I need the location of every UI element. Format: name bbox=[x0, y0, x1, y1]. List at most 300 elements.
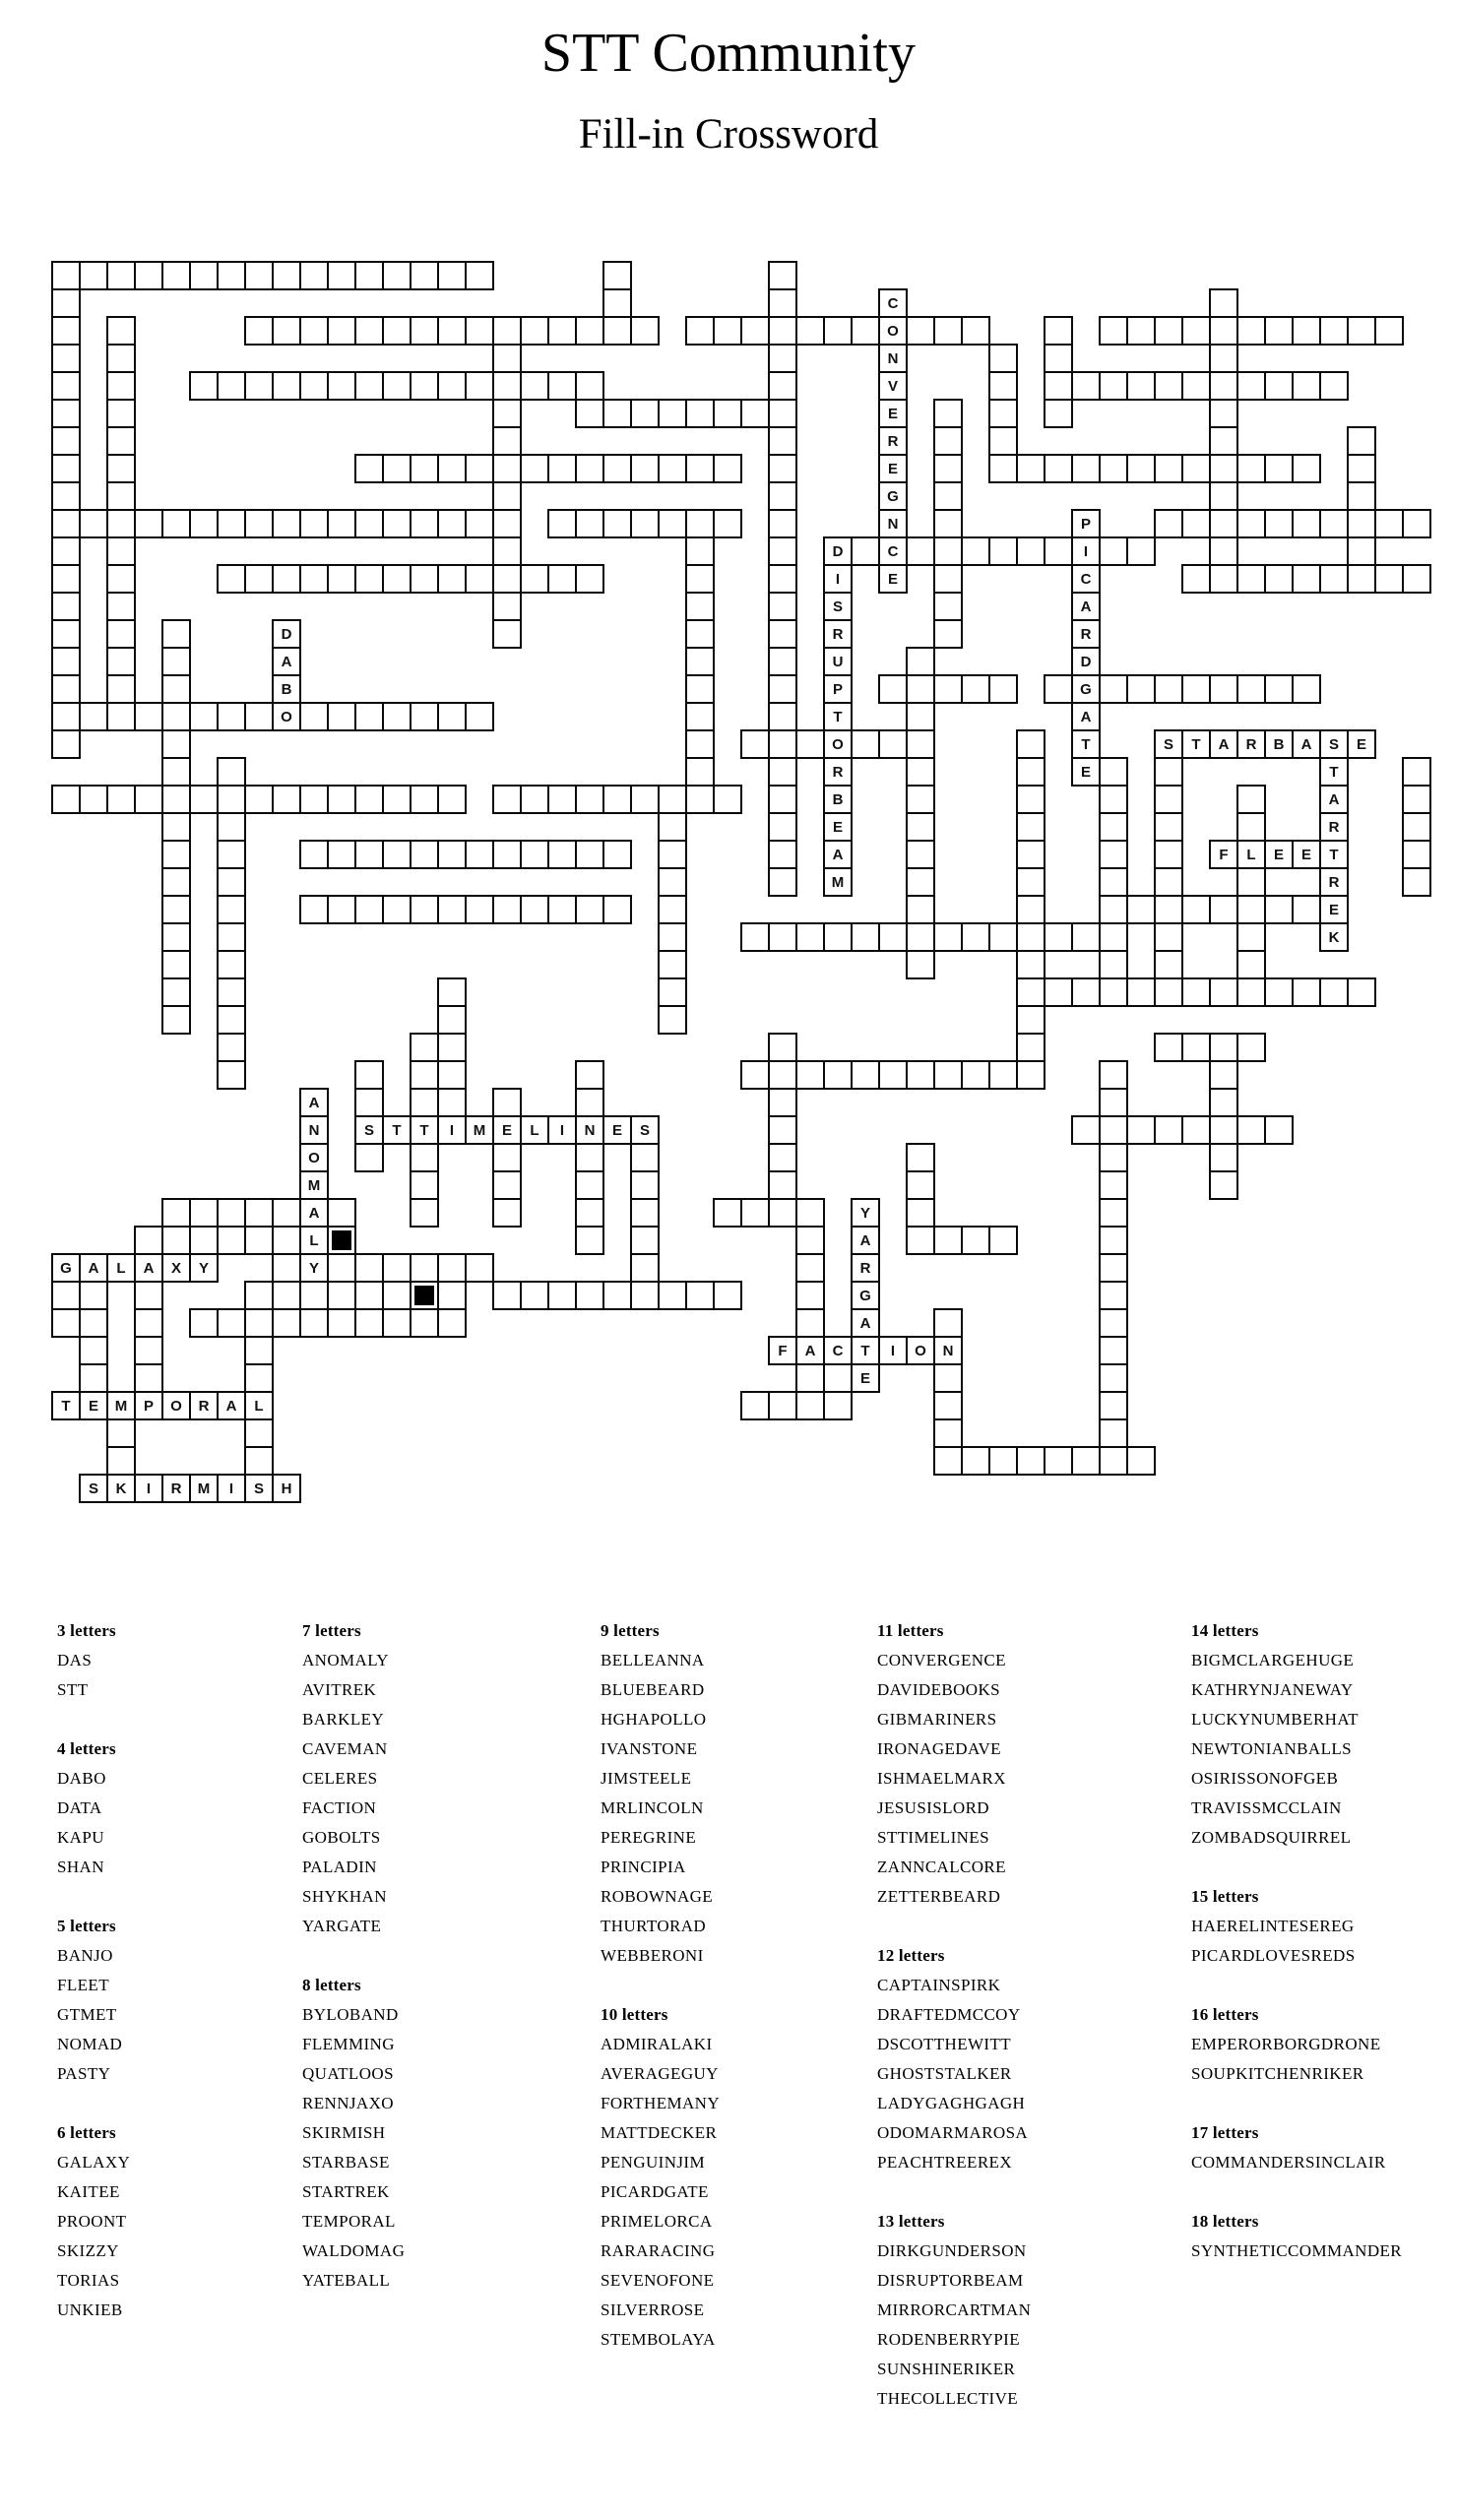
grid-letter-cell[interactable]: A bbox=[795, 1336, 825, 1365]
grid-cell[interactable] bbox=[768, 1088, 797, 1117]
grid-cell[interactable] bbox=[1319, 371, 1349, 401]
grid-cell[interactable] bbox=[906, 702, 935, 731]
grid-cell[interactable] bbox=[244, 1198, 274, 1228]
grid-cell[interactable] bbox=[1099, 1418, 1128, 1448]
grid-cell[interactable] bbox=[1099, 1281, 1128, 1310]
grid-letter-cell[interactable]: A bbox=[823, 840, 853, 869]
grid-cell[interactable] bbox=[465, 371, 494, 401]
grid-cell[interactable] bbox=[492, 1170, 522, 1200]
grid-cell[interactable] bbox=[410, 454, 439, 483]
grid-cell[interactable] bbox=[1374, 316, 1404, 346]
grid-letter-cell[interactable]: S bbox=[79, 1474, 108, 1503]
grid-cell[interactable] bbox=[1236, 509, 1266, 538]
grid-cell[interactable] bbox=[51, 702, 81, 731]
grid-cell[interactable] bbox=[795, 316, 825, 346]
grid-letter-cell[interactable]: I bbox=[547, 1115, 577, 1145]
grid-cell[interactable] bbox=[658, 1281, 687, 1310]
grid-letter-cell[interactable]: T bbox=[382, 1115, 412, 1145]
grid-cell[interactable] bbox=[795, 1060, 825, 1090]
grid-cell[interactable] bbox=[1099, 1226, 1128, 1255]
grid-cell[interactable] bbox=[217, 1226, 246, 1255]
grid-cell[interactable] bbox=[354, 1143, 384, 1172]
grid-cell[interactable] bbox=[1209, 1088, 1238, 1117]
grid-cell[interactable] bbox=[658, 509, 687, 538]
grid-letter-cell[interactable]: H bbox=[272, 1474, 301, 1503]
grid-cell[interactable] bbox=[685, 592, 715, 621]
grid-cell[interactable] bbox=[492, 619, 522, 649]
grid-cell[interactable] bbox=[1264, 1115, 1294, 1145]
grid-cell[interactable] bbox=[602, 509, 632, 538]
grid-cell[interactable] bbox=[575, 785, 604, 814]
grid-cell[interactable] bbox=[244, 1308, 274, 1338]
grid-cell[interactable] bbox=[1126, 1115, 1156, 1145]
grid-letter-cell[interactable]: E bbox=[823, 812, 853, 842]
grid-cell[interactable] bbox=[354, 702, 384, 731]
grid-cell[interactable] bbox=[906, 729, 935, 759]
grid-cell[interactable] bbox=[51, 261, 81, 290]
grid-cell[interactable] bbox=[1181, 454, 1211, 483]
grid-cell[interactable] bbox=[1126, 371, 1156, 401]
grid-cell[interactable] bbox=[1209, 316, 1238, 346]
grid-cell[interactable] bbox=[630, 785, 660, 814]
grid-cell[interactable] bbox=[933, 1226, 963, 1255]
grid-letter-cell[interactable]: R bbox=[189, 1391, 219, 1420]
grid-cell[interactable] bbox=[327, 785, 356, 814]
grid-cell[interactable] bbox=[988, 1446, 1018, 1476]
grid-cell[interactable] bbox=[768, 426, 797, 456]
grid-cell[interactable] bbox=[575, 1060, 604, 1090]
grid-letter-cell[interactable]: A bbox=[1071, 592, 1101, 621]
grid-letter-cell[interactable]: N bbox=[933, 1336, 963, 1365]
grid-cell[interactable] bbox=[1071, 977, 1101, 1007]
grid-letter-cell[interactable]: B bbox=[823, 785, 853, 814]
grid-cell[interactable] bbox=[106, 1418, 136, 1448]
grid-cell[interactable] bbox=[1209, 426, 1238, 456]
grid-cell[interactable] bbox=[1236, 867, 1266, 897]
grid-letter-cell[interactable]: A bbox=[1319, 785, 1349, 814]
grid-cell[interactable] bbox=[520, 454, 549, 483]
grid-letter-cell[interactable]: Y bbox=[189, 1253, 219, 1283]
grid-cell[interactable] bbox=[437, 564, 467, 594]
grid-cell[interactable] bbox=[79, 1308, 108, 1338]
grid-cell[interactable] bbox=[1236, 316, 1266, 346]
grid-cell[interactable] bbox=[437, 1253, 467, 1283]
grid-letter-cell[interactable]: S bbox=[1319, 729, 1349, 759]
grid-cell[interactable] bbox=[161, 1226, 191, 1255]
grid-cell[interactable] bbox=[106, 399, 136, 428]
grid-cell[interactable] bbox=[768, 509, 797, 538]
grid-cell[interactable] bbox=[161, 950, 191, 979]
grid-cell[interactable] bbox=[575, 399, 604, 428]
grid-cell[interactable] bbox=[933, 1418, 963, 1448]
grid-cell[interactable] bbox=[465, 895, 494, 924]
grid-cell[interactable] bbox=[933, 1308, 963, 1338]
grid-letter-cell[interactable]: X bbox=[161, 1253, 191, 1283]
grid-cell[interactable] bbox=[961, 316, 990, 346]
grid-cell[interactable] bbox=[1099, 812, 1128, 842]
grid-cell[interactable] bbox=[1099, 867, 1128, 897]
grid-cell[interactable] bbox=[382, 895, 412, 924]
grid-cell[interactable] bbox=[161, 757, 191, 787]
grid-letter-cell[interactable]: G bbox=[851, 1281, 880, 1310]
grid-cell[interactable] bbox=[161, 261, 191, 290]
grid-cell[interactable] bbox=[272, 316, 301, 346]
grid-cell[interactable] bbox=[161, 812, 191, 842]
grid-cell[interactable] bbox=[768, 757, 797, 787]
grid-cell[interactable] bbox=[189, 1198, 219, 1228]
grid-cell[interactable] bbox=[1181, 564, 1211, 594]
grid-cell[interactable] bbox=[217, 1308, 246, 1338]
grid-cell[interactable] bbox=[1099, 757, 1128, 787]
grid-letter-cell[interactable]: F bbox=[1209, 840, 1238, 869]
grid-cell[interactable] bbox=[1209, 895, 1238, 924]
grid-cell[interactable] bbox=[244, 371, 274, 401]
grid-cell[interactable] bbox=[988, 371, 1018, 401]
grid-cell[interactable] bbox=[547, 564, 577, 594]
grid-cell[interactable] bbox=[217, 977, 246, 1007]
grid-cell[interactable] bbox=[1016, 1005, 1045, 1035]
grid-letter-cell[interactable]: S bbox=[1154, 729, 1183, 759]
grid-cell[interactable] bbox=[327, 261, 356, 290]
grid-cell[interactable] bbox=[768, 1060, 797, 1090]
grid-cell[interactable] bbox=[1264, 454, 1294, 483]
grid-cell[interactable] bbox=[906, 867, 935, 897]
grid-cell[interactable] bbox=[492, 509, 522, 538]
grid-cell[interactable] bbox=[106, 702, 136, 731]
grid-cell[interactable] bbox=[354, 1281, 384, 1310]
grid-cell[interactable] bbox=[1402, 564, 1431, 594]
grid-cell[interactable] bbox=[1099, 922, 1128, 952]
grid-cell[interactable] bbox=[768, 1033, 797, 1062]
grid-cell[interactable] bbox=[299, 840, 329, 869]
grid-cell[interactable] bbox=[51, 647, 81, 676]
grid-cell[interactable] bbox=[134, 509, 163, 538]
grid-cell[interactable] bbox=[244, 1363, 274, 1393]
grid-letter-cell[interactable]: K bbox=[1319, 922, 1349, 952]
grid-letter-cell[interactable]: P bbox=[134, 1391, 163, 1420]
grid-letter-cell[interactable]: E bbox=[79, 1391, 108, 1420]
grid-letter-cell[interactable]: A bbox=[272, 647, 301, 676]
grid-letter-cell[interactable]: T bbox=[823, 702, 853, 731]
grid-letter-cell[interactable]: Y bbox=[299, 1253, 329, 1283]
grid-letter-cell[interactable]: R bbox=[1236, 729, 1266, 759]
grid-cell[interactable] bbox=[1181, 1033, 1211, 1062]
grid-letter-cell[interactable]: S bbox=[630, 1115, 660, 1145]
grid-letter-cell[interactable]: C bbox=[878, 536, 908, 566]
grid-cell[interactable] bbox=[410, 1308, 439, 1338]
grid-cell[interactable] bbox=[658, 895, 687, 924]
grid-cell[interactable] bbox=[161, 785, 191, 814]
grid-cell[interactable] bbox=[465, 1253, 494, 1283]
grid-cell[interactable] bbox=[1292, 316, 1321, 346]
grid-cell[interactable] bbox=[1016, 1060, 1045, 1090]
grid-cell[interactable] bbox=[1044, 371, 1073, 401]
grid-cell[interactable] bbox=[1099, 536, 1128, 566]
grid-cell[interactable] bbox=[1209, 371, 1238, 401]
grid-cell[interactable] bbox=[189, 1308, 219, 1338]
grid-cell[interactable] bbox=[961, 1060, 990, 1090]
grid-cell[interactable] bbox=[906, 757, 935, 787]
grid-cell[interactable] bbox=[906, 785, 935, 814]
grid-cell[interactable] bbox=[437, 1005, 467, 1035]
grid-letter-cell[interactable]: S bbox=[823, 592, 853, 621]
grid-cell[interactable] bbox=[217, 564, 246, 594]
grid-cell[interactable] bbox=[1181, 1115, 1211, 1145]
grid-letter-cell[interactable]: N bbox=[878, 509, 908, 538]
grid-cell[interactable] bbox=[630, 1226, 660, 1255]
grid-letter-cell[interactable]: L bbox=[299, 1226, 329, 1255]
grid-cell[interactable] bbox=[906, 674, 935, 704]
grid-cell[interactable] bbox=[1374, 564, 1404, 594]
grid-cell[interactable] bbox=[106, 674, 136, 704]
grid-cell[interactable] bbox=[492, 399, 522, 428]
grid-cell[interactable] bbox=[1347, 509, 1376, 538]
grid-cell[interactable] bbox=[1154, 371, 1183, 401]
grid-cell[interactable] bbox=[685, 785, 715, 814]
grid-cell[interactable] bbox=[106, 344, 136, 373]
grid-cell[interactable] bbox=[1264, 674, 1294, 704]
grid-cell[interactable] bbox=[1016, 867, 1045, 897]
grid-cell[interactable] bbox=[768, 592, 797, 621]
grid-cell[interactable] bbox=[795, 1198, 825, 1228]
grid-cell[interactable] bbox=[795, 1391, 825, 1420]
grid-cell[interactable] bbox=[492, 316, 522, 346]
grid-cell[interactable] bbox=[575, 895, 604, 924]
grid-cell[interactable] bbox=[1099, 1060, 1128, 1090]
grid-letter-cell[interactable]: R bbox=[823, 757, 853, 787]
grid-cell[interactable] bbox=[272, 1253, 301, 1283]
grid-cell[interactable] bbox=[1154, 867, 1183, 897]
grid-cell[interactable] bbox=[740, 1391, 770, 1420]
grid-cell[interactable] bbox=[51, 564, 81, 594]
grid-cell[interactable] bbox=[1016, 1033, 1045, 1062]
grid-cell[interactable] bbox=[272, 1226, 301, 1255]
grid-cell[interactable] bbox=[768, 674, 797, 704]
grid-cell[interactable] bbox=[1264, 371, 1294, 401]
grid-cell[interactable] bbox=[933, 481, 963, 511]
grid-letter-cell[interactable]: L bbox=[106, 1253, 136, 1283]
grid-cell[interactable] bbox=[106, 619, 136, 649]
grid-cell[interactable] bbox=[1236, 895, 1266, 924]
grid-letter-cell[interactable]: A bbox=[299, 1198, 329, 1228]
grid-cell[interactable] bbox=[79, 1281, 108, 1310]
grid-cell[interactable] bbox=[327, 316, 356, 346]
grid-cell[interactable] bbox=[382, 454, 412, 483]
grid-cell[interactable] bbox=[1099, 316, 1128, 346]
grid-letter-cell[interactable]: E bbox=[851, 1363, 880, 1393]
grid-cell[interactable] bbox=[1181, 316, 1211, 346]
grid-cell[interactable] bbox=[134, 702, 163, 731]
grid-letter-cell[interactable]: A bbox=[134, 1253, 163, 1283]
grid-cell[interactable] bbox=[630, 1143, 660, 1172]
grid-letter-cell[interactable]: R bbox=[161, 1474, 191, 1503]
grid-cell[interactable] bbox=[244, 316, 274, 346]
grid-cell[interactable] bbox=[1181, 674, 1211, 704]
grid-cell[interactable] bbox=[51, 344, 81, 373]
grid-cell[interactable] bbox=[382, 261, 412, 290]
grid-cell[interactable] bbox=[575, 1143, 604, 1172]
grid-cell[interactable] bbox=[299, 1281, 329, 1310]
grid-cell[interactable] bbox=[1154, 316, 1183, 346]
grid-letter-cell[interactable]: I bbox=[217, 1474, 246, 1503]
grid-cell[interactable] bbox=[575, 1226, 604, 1255]
grid-cell[interactable] bbox=[851, 922, 880, 952]
grid-cell[interactable] bbox=[602, 454, 632, 483]
grid-letter-cell[interactable]: C bbox=[823, 1336, 853, 1365]
grid-cell[interactable] bbox=[51, 785, 81, 814]
grid-cell[interactable] bbox=[51, 674, 81, 704]
grid-letter-cell[interactable]: T bbox=[1319, 840, 1349, 869]
grid-cell[interactable] bbox=[1099, 1253, 1128, 1283]
grid-cell[interactable] bbox=[906, 895, 935, 924]
grid-cell[interactable] bbox=[382, 1308, 412, 1338]
grid-cell[interactable] bbox=[327, 1308, 356, 1338]
grid-cell[interactable] bbox=[1099, 454, 1128, 483]
grid-letter-cell[interactable]: E bbox=[1347, 729, 1376, 759]
grid-letter-cell[interactable]: R bbox=[1071, 619, 1101, 649]
grid-letter-cell[interactable]: V bbox=[878, 371, 908, 401]
grid-letter-cell[interactable]: R bbox=[1319, 812, 1349, 842]
grid-cell[interactable] bbox=[740, 922, 770, 952]
grid-cell[interactable] bbox=[1292, 454, 1321, 483]
grid-cell[interactable] bbox=[106, 316, 136, 346]
grid-letter-cell[interactable]: R bbox=[851, 1253, 880, 1283]
grid-cell[interactable] bbox=[410, 1198, 439, 1228]
grid-letter-cell[interactable]: Y bbox=[851, 1198, 880, 1228]
grid-cell[interactable] bbox=[933, 426, 963, 456]
grid-cell[interactable] bbox=[768, 1143, 797, 1172]
grid-cell[interactable] bbox=[106, 647, 136, 676]
grid-cell[interactable] bbox=[768, 454, 797, 483]
grid-cell[interactable] bbox=[217, 1033, 246, 1062]
grid-cell[interactable] bbox=[217, 371, 246, 401]
grid-letter-cell[interactable]: E bbox=[1071, 757, 1101, 787]
grid-cell[interactable] bbox=[244, 564, 274, 594]
grid-cell[interactable] bbox=[1016, 454, 1045, 483]
grid-cell[interactable] bbox=[51, 1281, 81, 1310]
grid-cell[interactable] bbox=[906, 950, 935, 979]
grid-cell[interactable] bbox=[630, 1253, 660, 1283]
grid-cell[interactable] bbox=[768, 1115, 797, 1145]
grid-cell[interactable] bbox=[465, 564, 494, 594]
grid-cell[interactable] bbox=[1319, 977, 1349, 1007]
grid-cell[interactable] bbox=[851, 316, 880, 346]
grid-cell[interactable] bbox=[217, 785, 246, 814]
grid-cell[interactable] bbox=[685, 619, 715, 649]
grid-cell[interactable] bbox=[1209, 481, 1238, 511]
grid-cell[interactable] bbox=[1347, 536, 1376, 566]
grid-cell[interactable] bbox=[51, 619, 81, 649]
grid-cell[interactable] bbox=[575, 1198, 604, 1228]
grid-cell[interactable] bbox=[244, 261, 274, 290]
grid-cell[interactable] bbox=[299, 509, 329, 538]
grid-cell[interactable] bbox=[823, 922, 853, 952]
grid-cell[interactable] bbox=[327, 840, 356, 869]
grid-cell[interactable] bbox=[1209, 288, 1238, 318]
grid-cell[interactable] bbox=[354, 840, 384, 869]
grid-cell[interactable] bbox=[933, 1060, 963, 1090]
grid-cell[interactable] bbox=[272, 1198, 301, 1228]
grid-cell[interactable] bbox=[79, 702, 108, 731]
grid-cell[interactable] bbox=[272, 785, 301, 814]
grid-cell[interactable] bbox=[437, 840, 467, 869]
grid-cell[interactable] bbox=[492, 564, 522, 594]
grid-cell[interactable] bbox=[795, 1281, 825, 1310]
grid-cell[interactable] bbox=[906, 922, 935, 952]
grid-cell[interactable] bbox=[217, 895, 246, 924]
grid-cell[interactable] bbox=[217, 950, 246, 979]
grid-cell[interactable] bbox=[1154, 840, 1183, 869]
grid-cell[interactable] bbox=[547, 454, 577, 483]
grid-letter-cell[interactable]: T bbox=[1319, 757, 1349, 787]
grid-cell[interactable] bbox=[327, 509, 356, 538]
grid-cell[interactable] bbox=[106, 592, 136, 621]
grid-cell[interactable] bbox=[685, 564, 715, 594]
grid-cell[interactable] bbox=[1374, 509, 1404, 538]
grid-letter-cell[interactable]: A bbox=[1292, 729, 1321, 759]
grid-cell[interactable] bbox=[740, 1198, 770, 1228]
grid-cell[interactable] bbox=[161, 729, 191, 759]
grid-cell[interactable] bbox=[520, 895, 549, 924]
grid-cell[interactable] bbox=[685, 1281, 715, 1310]
grid-cell[interactable] bbox=[410, 895, 439, 924]
grid-cell[interactable] bbox=[768, 702, 797, 731]
grid-cell[interactable] bbox=[492, 592, 522, 621]
grid-cell[interactable] bbox=[1016, 840, 1045, 869]
grid-letter-cell[interactable]: E bbox=[1264, 840, 1294, 869]
grid-letter-cell[interactable]: I bbox=[437, 1115, 467, 1145]
grid-cell[interactable] bbox=[465, 316, 494, 346]
grid-cell[interactable] bbox=[1044, 399, 1073, 428]
grid-cell[interactable] bbox=[492, 426, 522, 456]
grid-cell[interactable] bbox=[382, 785, 412, 814]
grid-cell[interactable] bbox=[933, 1363, 963, 1393]
grid-cell[interactable] bbox=[1319, 564, 1349, 594]
grid-cell[interactable] bbox=[823, 1060, 853, 1090]
grid-cell[interactable] bbox=[547, 509, 577, 538]
grid-cell[interactable] bbox=[244, 1336, 274, 1365]
grid-letter-cell[interactable]: I bbox=[1071, 536, 1101, 566]
grid-cell[interactable] bbox=[713, 399, 742, 428]
grid-cell[interactable] bbox=[685, 316, 715, 346]
grid-cell[interactable] bbox=[658, 812, 687, 842]
grid-cell[interactable] bbox=[189, 261, 219, 290]
grid-cell[interactable] bbox=[768, 840, 797, 869]
grid-cell[interactable] bbox=[492, 536, 522, 566]
grid-cell[interactable] bbox=[520, 785, 549, 814]
grid-cell[interactable] bbox=[1236, 922, 1266, 952]
grid-letter-cell[interactable]: O bbox=[823, 729, 853, 759]
grid-cell[interactable] bbox=[768, 729, 797, 759]
grid-cell[interactable] bbox=[713, 785, 742, 814]
grid-cell[interactable] bbox=[244, 1281, 274, 1310]
grid-cell[interactable] bbox=[244, 785, 274, 814]
grid-cell[interactable] bbox=[382, 371, 412, 401]
grid-cell[interactable] bbox=[1347, 454, 1376, 483]
grid-cell[interactable] bbox=[1236, 1033, 1266, 1062]
grid-cell[interactable] bbox=[189, 1226, 219, 1255]
grid-letter-cell[interactable]: L bbox=[1236, 840, 1266, 869]
grid-cell[interactable] bbox=[1099, 1143, 1128, 1172]
grid-cell[interactable] bbox=[492, 481, 522, 511]
grid-letter-cell[interactable]: S bbox=[244, 1474, 274, 1503]
grid-cell[interactable] bbox=[1292, 895, 1321, 924]
grid-cell[interactable] bbox=[51, 536, 81, 566]
grid-cell[interactable] bbox=[1209, 1033, 1238, 1062]
grid-cell[interactable] bbox=[795, 1363, 825, 1393]
grid-letter-cell[interactable]: M bbox=[465, 1115, 494, 1145]
grid-cell[interactable] bbox=[1209, 977, 1238, 1007]
